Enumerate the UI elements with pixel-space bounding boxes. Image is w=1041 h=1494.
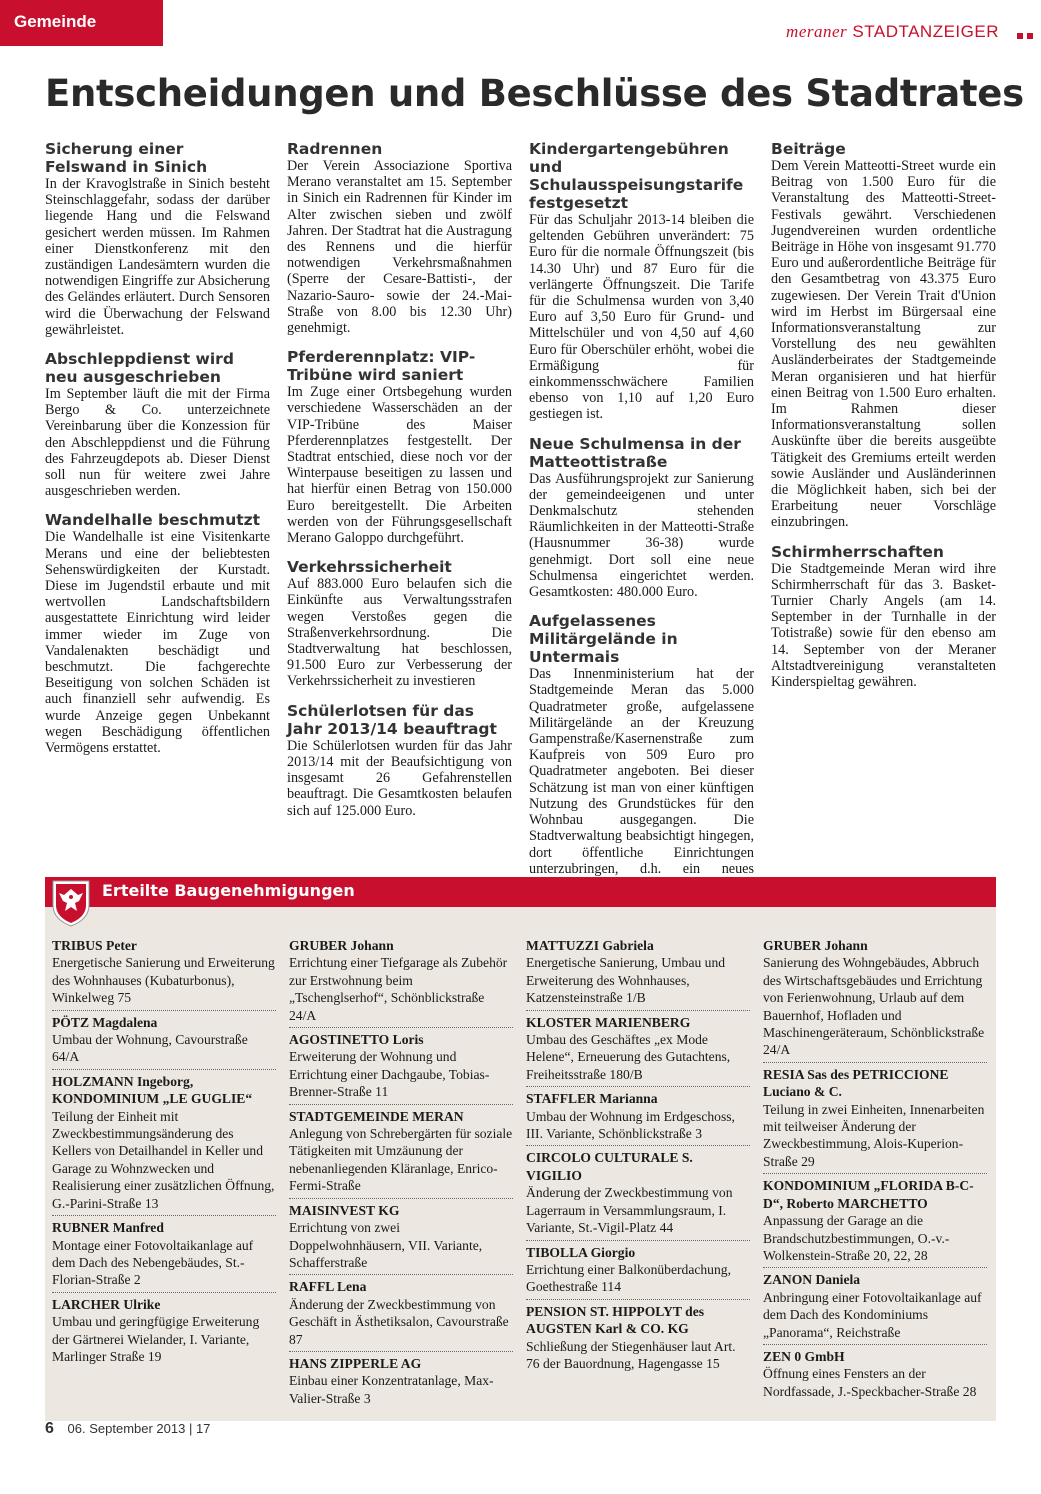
- article-columns: [45, 140, 996, 877]
- page-title: Entscheidungen und Beschlüsse des Stadtrates: [45, 72, 1024, 115]
- section-text: Die Wandelhalle ist eine Visitenkarte Merans und eine der beliebtesten Sehenswürdigkeiten der Kurstadt. Diese im Jugendstil erbaute und mit wertvollen Landschaftsbildern ausgestattete Einrichtung wird leider immer wieder im Zuge von Vandalenakten beschädigt und beschmutzt. Die fachgerechte Beseitigung von solchen Schäden ist auch finanziell sehr aufwendig. Es wurde Anzeige gegen Unbekannt wegen Beschädigung öffentlichen Vermögens erstattet.: [45, 529, 270, 757]
- permit-description: Sanierung des Wohngebäudes, Abbruch des Wirtschaftsgebäudes und Errichtung von Ferienwohnung, Urlaub auf dem Bauernhof, Hofladen und Maschinengeräteraum, Schönblickstraße 24/A: [763, 955, 985, 1058]
- section-heading: Beiträge: [771, 140, 846, 158]
- permit-entry: [289, 1108, 513, 1199]
- permit-entry: [52, 1296, 276, 1369]
- permit-applicant: AGOSTINETTO Loris: [289, 1032, 424, 1048]
- permit-entry: [526, 1014, 750, 1088]
- permits-box: [45, 877, 996, 1421]
- permit-applicant: PENSION ST. HIPPOLYT des AUGSTEN Karl & CO. KG: [526, 1303, 705, 1337]
- permit-entry: [52, 1219, 276, 1293]
- permit-entry: [526, 1303, 750, 1376]
- section-text: In der Kravoglstraße in Sinich besteht Steinschlaggefahr, sodass der darüber liegende Hang und die Felswand gesichert werden müssen. Im Rahmen einer Dienstkonferenz mit den zuständigen Landesämtern wurden die notwendigen Eingriffe zur Absicherung des Geländes erläutert. Durch Sensoren wird die Überwachung der Felswand gewährleistet.: [45, 176, 270, 338]
- permit-description: Errichtung von zwei Doppelwohnhäusern, VII. Variante, Schafferstraße: [289, 1220, 483, 1270]
- section-heading: Sicherung einer Felswand in Sinich: [45, 140, 208, 176]
- permit-applicant: CIRCOLO CULTURALE S. VIGILIO: [526, 1150, 693, 1183]
- masthead-dots: [1013, 26, 1033, 44]
- permit-description: Teilung der Einheit mit Zweckbestimmungsänderung des Kellers von Detailhandel in Keller und Garage zu Wohnzwecken und Realisierung einer zusätzlichen Öffnung, G.-Parini-Straße 13: [52, 1108, 275, 1211]
- page-footer: [45, 1420, 210, 1438]
- permit-description: Einbau einer Konzentratanlage, Max-Valier-Straße 3: [289, 1373, 494, 1406]
- issue-date: 06. September 2013 | 17: [67, 1421, 211, 1436]
- permit-applicant: ZEN 0 GmbH: [763, 1348, 845, 1364]
- permit-entry: [763, 1271, 987, 1345]
- section-text: Die Schülerlotsen wurden für das Jahr 2013/14 mit der Beaufsichtigung von insgesamt 26 Gefahrenstellen beauftragt. Die Gesamtkosten belaufen sich auf 125.000 Euro.: [287, 737, 512, 819]
- section-heading: Radrennen: [287, 140, 383, 158]
- masthead-part1: meraner: [786, 22, 848, 41]
- permit-applicant: HANS ZIPPERLE AG: [289, 1355, 422, 1371]
- section-text: Im September läuft die mit der Firma Bergo & Co. unterzeichnete Vereinbarung über die Konzession für den Abschleppdienst und die Führung des Fahrzeugdepots ab. Dieser Dienst soll nun für weitere zwei Jahre ausgeschrieben werden.: [45, 386, 270, 500]
- article-column-3: [529, 140, 754, 938]
- section-text: Das Ausführungsprojekt zur Sanierung der gemeindeeigenen und unter Denkmalschutz stehenden Räumlichkeiten in der Matteotti-Straße (Hausnummer 36-38) wurde genehmigt. Dort soll eine neue Schulmensa eingerichtet werden. Gesamtkosten: 480.000 Euro.: [529, 470, 754, 601]
- section-text: Dem Verein Matteotti-Street wurde ein Beitrag von 1.500 Euro für die Veranstaltung des Matteotti-Street-Festivals gewährt. Verschiedenen Jugendvereinen wurden ordentliche Beiträge in Höhe von insgesamt 91.770 Euro und außerordentliche Beiträge für den Gesamtbetrag von 43.375 Euro zugewiesen. Der Verein Trait d'Union wird im Herbst im Bürgersaal eine Informationsveranstaltung zur Vorstellung des neu gewählten Ausländerbeirates der Stadtgemeinde Meran organisieren und hat hierfür einen Beitrag von 1.500 Euro erhalten. Im Rahmen dieser Informationsveranstaltung sollen Auskünfte über die bereits ausgeübte Tätigkeit des Gremiums erteilt werden sowie Ausländer und Ausländerinnen die Möglichkeit haben, sich bei der Erarbeitung neuer Vorschläge einzubringen.: [771, 158, 996, 531]
- permit-description: Energetische Sanierung, Umbau und Erweiterung des Wohnhauses, Katzensteinstraße 1/B: [526, 955, 726, 1006]
- section-heading: Neue Schulmensa in der Matteottistraße: [529, 434, 741, 471]
- permit-applicant: HOLZMANN Ingeborg, KONDOMINIUM „LE GUGLIE“: [52, 1073, 253, 1107]
- article-column-1: [45, 140, 270, 768]
- permit-description: Umbau des Geschäftes „ex Mode Helene“, Erneuerung des Gutachtens, Freiheitsstraße 180/B: [526, 1032, 731, 1082]
- section-heading: Wandelhalle beschmutzt: [45, 511, 261, 530]
- section-text: Das Innenministerium hat der Stadtgemeinde Meran das 5.000 Quadratmeter große, aufgelassene Militärgelände an der Kreuzung Gampenstraße/Kasernenstraße zum Kaufpreis von 509 Euro pro Quadratmeter angeboten. Bei dieser Schätzung ist man von einer künftigen Nutzung des Grundstückes für den Wohnbau ausgegangen. Die Stadtverwaltung beabsichtigt hingegen, dort öffentliche Einrichtungen unterzubringen, d.h. ein neues: [529, 666, 754, 877]
- permit-entry: [52, 937, 276, 1011]
- permit-entry: [763, 1177, 987, 1268]
- permit-applicant: LARCHER Ulrike: [52, 1296, 161, 1312]
- permit-description: Änderung der Zweckbestimmung von Geschäft in Ästhetiksalon, Cavourstraße 87: [289, 1296, 509, 1347]
- section-text: Der Verein Associazione Sportiva Merano veranstaltet am 15. September in Sinich ein Radrennen für Kinder im Alter zwischen sieben und zwölf Jahren. Der Stadtrat hat die Austragung des Rennens und die hierfür notwendigen Verkehrsmaßnahmen (Sperre der Cesare-Battisti-, der Nazario-Sauro- sowie der 24.-Mai-Straße von 8.00 bis 12.30 Uhr) genehmigt.: [287, 158, 512, 337]
- permit-entry: [52, 1073, 276, 1216]
- permit-entry: [289, 1031, 513, 1105]
- section-text: Auf 883.000 Euro belaufen sich die Einkünfte aus Verwaltungsstrafen wegen Verstoßes gegen die Straßenverkehrsordnung. Die Stadtverwaltung hat beschlossen, 91.500 Euro zur Verbesserung der Verkehrssicherheit zu investieren: [287, 576, 512, 690]
- permit-entry: [289, 937, 513, 1028]
- permit-applicant: RUBNER Manfred: [52, 1220, 164, 1236]
- permit-entry: [289, 1202, 513, 1276]
- article-column-2: [287, 140, 512, 831]
- permit-description: Öffnung eines Fensters an der Nordfassade, J.-Speckbacher-Straße 28: [763, 1366, 977, 1399]
- section-tab-label: Gemeinde: [14, 12, 97, 31]
- permit-entry: [526, 1244, 750, 1300]
- masthead-part2: STADTANZEIGER: [852, 22, 999, 41]
- coat-of-arms-icon: [51, 879, 91, 927]
- permit-applicant: STAFFLER Marianna: [526, 1091, 658, 1107]
- permit-applicant: RAFFL Lena: [289, 1279, 367, 1295]
- permit-applicant: ZANON Daniela: [763, 1272, 861, 1288]
- section-heading: Aufgelassenes Militärgelände in Untermais: [529, 612, 678, 667]
- permit-description: Umbau der Wohnung, Cavourstraße 64/A: [52, 1032, 248, 1065]
- section-heading: Abschleppdienst wird neu ausgeschrieben: [45, 350, 234, 387]
- permit-entry: [526, 1090, 750, 1146]
- article-column-4: [771, 140, 996, 702]
- permit-description: Montage einer Fotovoltaikanlage auf dem Dach des Nebengebäudes, St.-Florian-Straße 2: [52, 1237, 254, 1288]
- permit-applicant: KLOSTER MARIENBERG: [526, 1014, 691, 1030]
- section-tab: [0, 0, 163, 46]
- masthead: [786, 22, 999, 42]
- permits-column-2: [289, 937, 513, 1413]
- permit-applicant: GRUBER Johann: [289, 938, 394, 953]
- permit-entry: [526, 1149, 750, 1240]
- permit-applicant: PÖTZ Magdalena: [52, 1014, 158, 1030]
- permit-description: Teilung in zwei Einheiten, Innenarbeiten mit teilweiser Änderung der Zweckbestimmung, Alois-Kuperion-Straße 29: [763, 1101, 985, 1169]
- permits-header: [45, 877, 996, 907]
- permit-description: Schließung der Stiegenhäuser laut Art. 76 der Bauordnung, Hagengasse 15: [526, 1338, 736, 1371]
- permit-applicant: TRIBUS Peter: [52, 938, 137, 953]
- permit-applicant: STADTGEMEINDE MERAN: [289, 1108, 464, 1124]
- permit-applicant: KONDOMINIUM „FLORIDA B-C-D“, Roberto MARCHETTO: [763, 1178, 974, 1211]
- permits-column-3: [526, 937, 750, 1378]
- section-heading: Schülerlotsen für das Jahr 2013/14 beauftragt: [287, 701, 497, 738]
- permit-description: Umbau der Wohnung im Erdgeschoss, III. Variante, Schönblickstraße 3: [526, 1108, 735, 1142]
- section-heading: Verkehrssicherheit: [287, 558, 452, 577]
- section-heading: Schirmherrschaften: [771, 542, 944, 561]
- permit-description: Anbringung einer Fotovoltaikanlage auf dem Dach des Kondominiums „Panorama“, Reichstraße: [763, 1289, 982, 1340]
- permit-description: Erweiterung der Wohnung und Errichtung einer Dachgaube, Tobias-Brenner-Straße 11: [289, 1049, 490, 1100]
- permit-applicant: RESIA Sas des PETRICCIONE Luciano & C.: [763, 1066, 949, 1100]
- permit-entry: [763, 1066, 987, 1174]
- permit-applicant: GRUBER Johann: [763, 938, 868, 953]
- permit-description: Anpassung der Garage an die Brandschutzbestimmungen, O.-v.-Wolkenstein-Straße 20, 22, 28: [763, 1213, 950, 1263]
- permit-entry: [763, 1348, 987, 1403]
- permit-description: Umbau und geringfügige Erweiterung der Gärtnerei Wielander, I. Variante, Marlinger Straße 19: [52, 1314, 260, 1364]
- permit-entry: [52, 1014, 276, 1070]
- permit-description: Errichtung einer Tiefgarage als Zubehör zur Erstwohnung beim „Tschenglserhof“, Schönblickstraße 24/A: [289, 955, 508, 1023]
- permit-entry: [763, 937, 987, 1063]
- permit-description: Anlegung von Schrebergärten für soziale Tätigkeiten mit Umzäunung der nebenanliegenden Kläranlage, Enrico-Fermi-Straße: [289, 1126, 513, 1194]
- permits-column-1: [52, 937, 276, 1371]
- permits-title: Erteilte Baugenehmigungen: [102, 881, 355, 900]
- permit-applicant: MAISINVEST KG: [289, 1202, 400, 1218]
- permit-entry: [289, 1278, 513, 1352]
- page-number: 6: [45, 1420, 54, 1437]
- section-heading: Pferderennplatz: VIP-Tribüne wird saniert: [287, 348, 476, 385]
- permit-entry: [289, 1355, 513, 1410]
- permit-applicant: MATTUZZI Gabriela: [526, 938, 654, 953]
- permit-entry: [526, 937, 750, 1011]
- permits-column-4: [763, 937, 987, 1406]
- permit-applicant: TIBOLLA Giorgio: [526, 1244, 636, 1260]
- permit-description: Energetische Sanierung und Erweiterung des Wohnhauses (Kubaturbonus), Winkelweg 75: [52, 955, 275, 1006]
- section-text: Die Stadtgemeinde Meran wird ihre Schirmherrschaft für das 3. Basket-Turnier Charly Angels (am 14. September in der Turnhalle in der Totistraße) sowie für den ebenso am 14. September von der Meraner Altstadtvereinigung veranstalteten Kinderspieltag gewähren.: [771, 560, 996, 691]
- section-text: Im Zuge einer Ortsbegehung wurden verschiedene Wasserschäden an der VIP-Tribüne des Maiser Pferderennplatzes festgestellt. Der Stadtrat entschied, diese noch vor der Winterpause beseitigen zu lassen und hat hierfür einen Betrag von 150.000 Euro bereitgestellt. Die Arbeiten werden von der Führungsgesellschaft Merano Galoppo durchgeführt.: [287, 384, 512, 547]
- permit-description: Errichtung einer Balkonüberdachung, Goethestraße 114: [526, 1261, 731, 1295]
- permit-description: Änderung der Zweckbestimmung von Lagerraum in Versammlungsraum, I. Variante, St.-Vigil-Platz 44: [526, 1185, 733, 1236]
- section-text: Für das Schuljahr 2013-14 bleiben die geltenden Gebühren unverändert: 75 Euro für die normale Öffnungszeit (bis 14.30 Uhr) und 87 Euro für die verlängerte Öffnungszeit. Die Tarife für die Schulmensa wurden von 3,40 Euro auf 3,50 Euro für Grund- und Mittelschüler und von 4,50 auf 4,60 Euro für Oberschüler erhöht, wobei die Ermäßigung für einkommensschwächere Familien ebenso von 1,10 auf 1,20 Euro gestiegen ist.: [529, 212, 754, 423]
- section-heading: Kindergartengebühren und Schulausspeisungstarife festgesetzt: [529, 140, 744, 212]
